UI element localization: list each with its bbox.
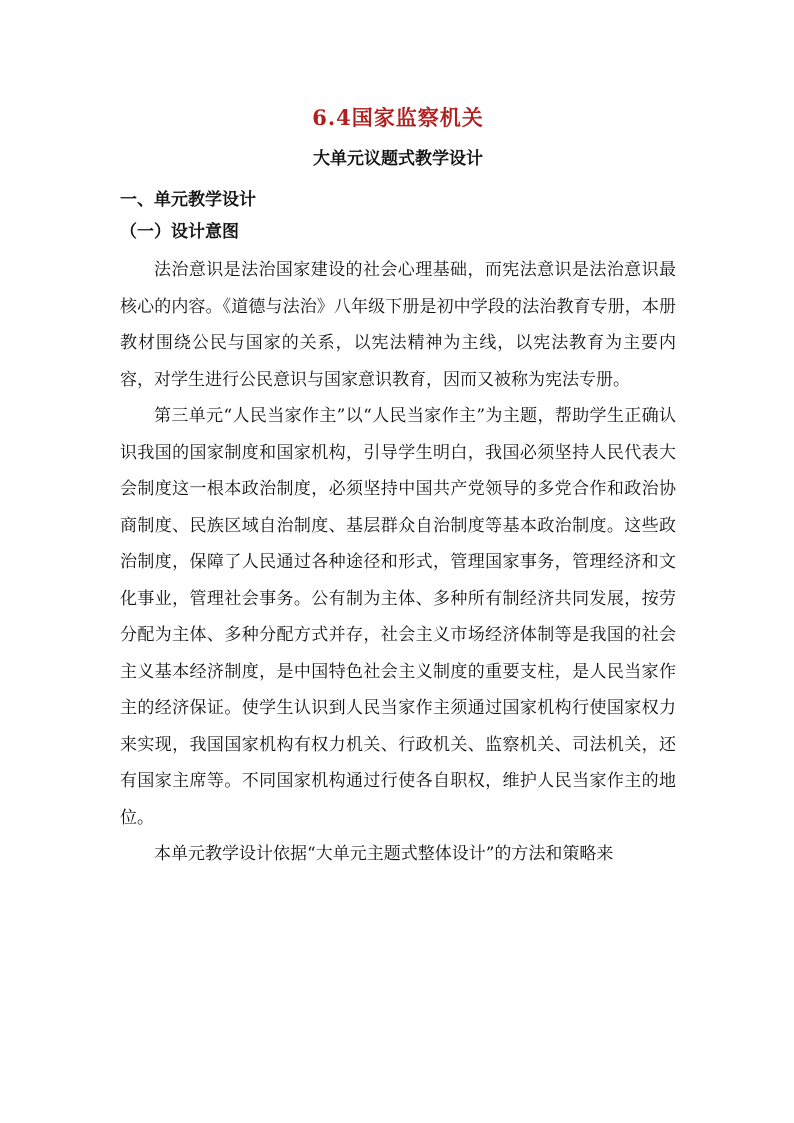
- body-paragraphs: [120, 252, 676, 873]
- document-subtitle: 大单元议题式教学设计: [313, 149, 483, 169]
- section-heading: 一、单元教学设计: [120, 190, 256, 210]
- subsection-heading: （一）设计意图: [120, 222, 239, 242]
- document-title: 6.4国家监察机关: [312, 105, 484, 130]
- paragraph: 第三单元“人民当家作主”以“人民当家作主”为主题，帮助学生正确认识我国的国家制度和国家机构，引导学生明白，我国必须坚持人民代表大会制度这一根本政治制度，必须坚持中国共产党领导的多党合作和政治协商制度、民族区域自治制度、基层群众自治制度等基本政治制度。这些政治制度，保障了人民通过各种途径和形式，管理国家事务，管理经济和文化事业，管理社会事务。公有制为主体、多种所有制经济共同发展，按劳分配为主体、多种分配方式并存，社会主义市场经济体制等是我国的社会主义基本经济制度，是中国特色社会主义制度的重要支柱，是人民当家作主的经济保证。使学生认识到人民当家作主须通过国家机构行使国家权力来实现，我国国家机构有权力机关、行政机关、监察机关、司法机关，还有国家主席等。不同国家机构通过行使各自职权，维护人民当家作主的地位。: [120, 406, 676, 828]
- paragraph: 法治意识是法治国家建设的社会心理基础，而宪法意识是法治意识最核心的内容。《道德与法治》八年级下册是初中学段的法治教育专册，本册教材围绕公民与国家的关系，以宪法精神为主线，以宪法教育为主要内容，对学生进行公民意识与国家意识教育，因而又被称为宪法专册。: [120, 260, 676, 390]
- paragraph: 本单元教学设计依据“大单元主题式整体设计”的方法和策略来: [154, 844, 614, 864]
